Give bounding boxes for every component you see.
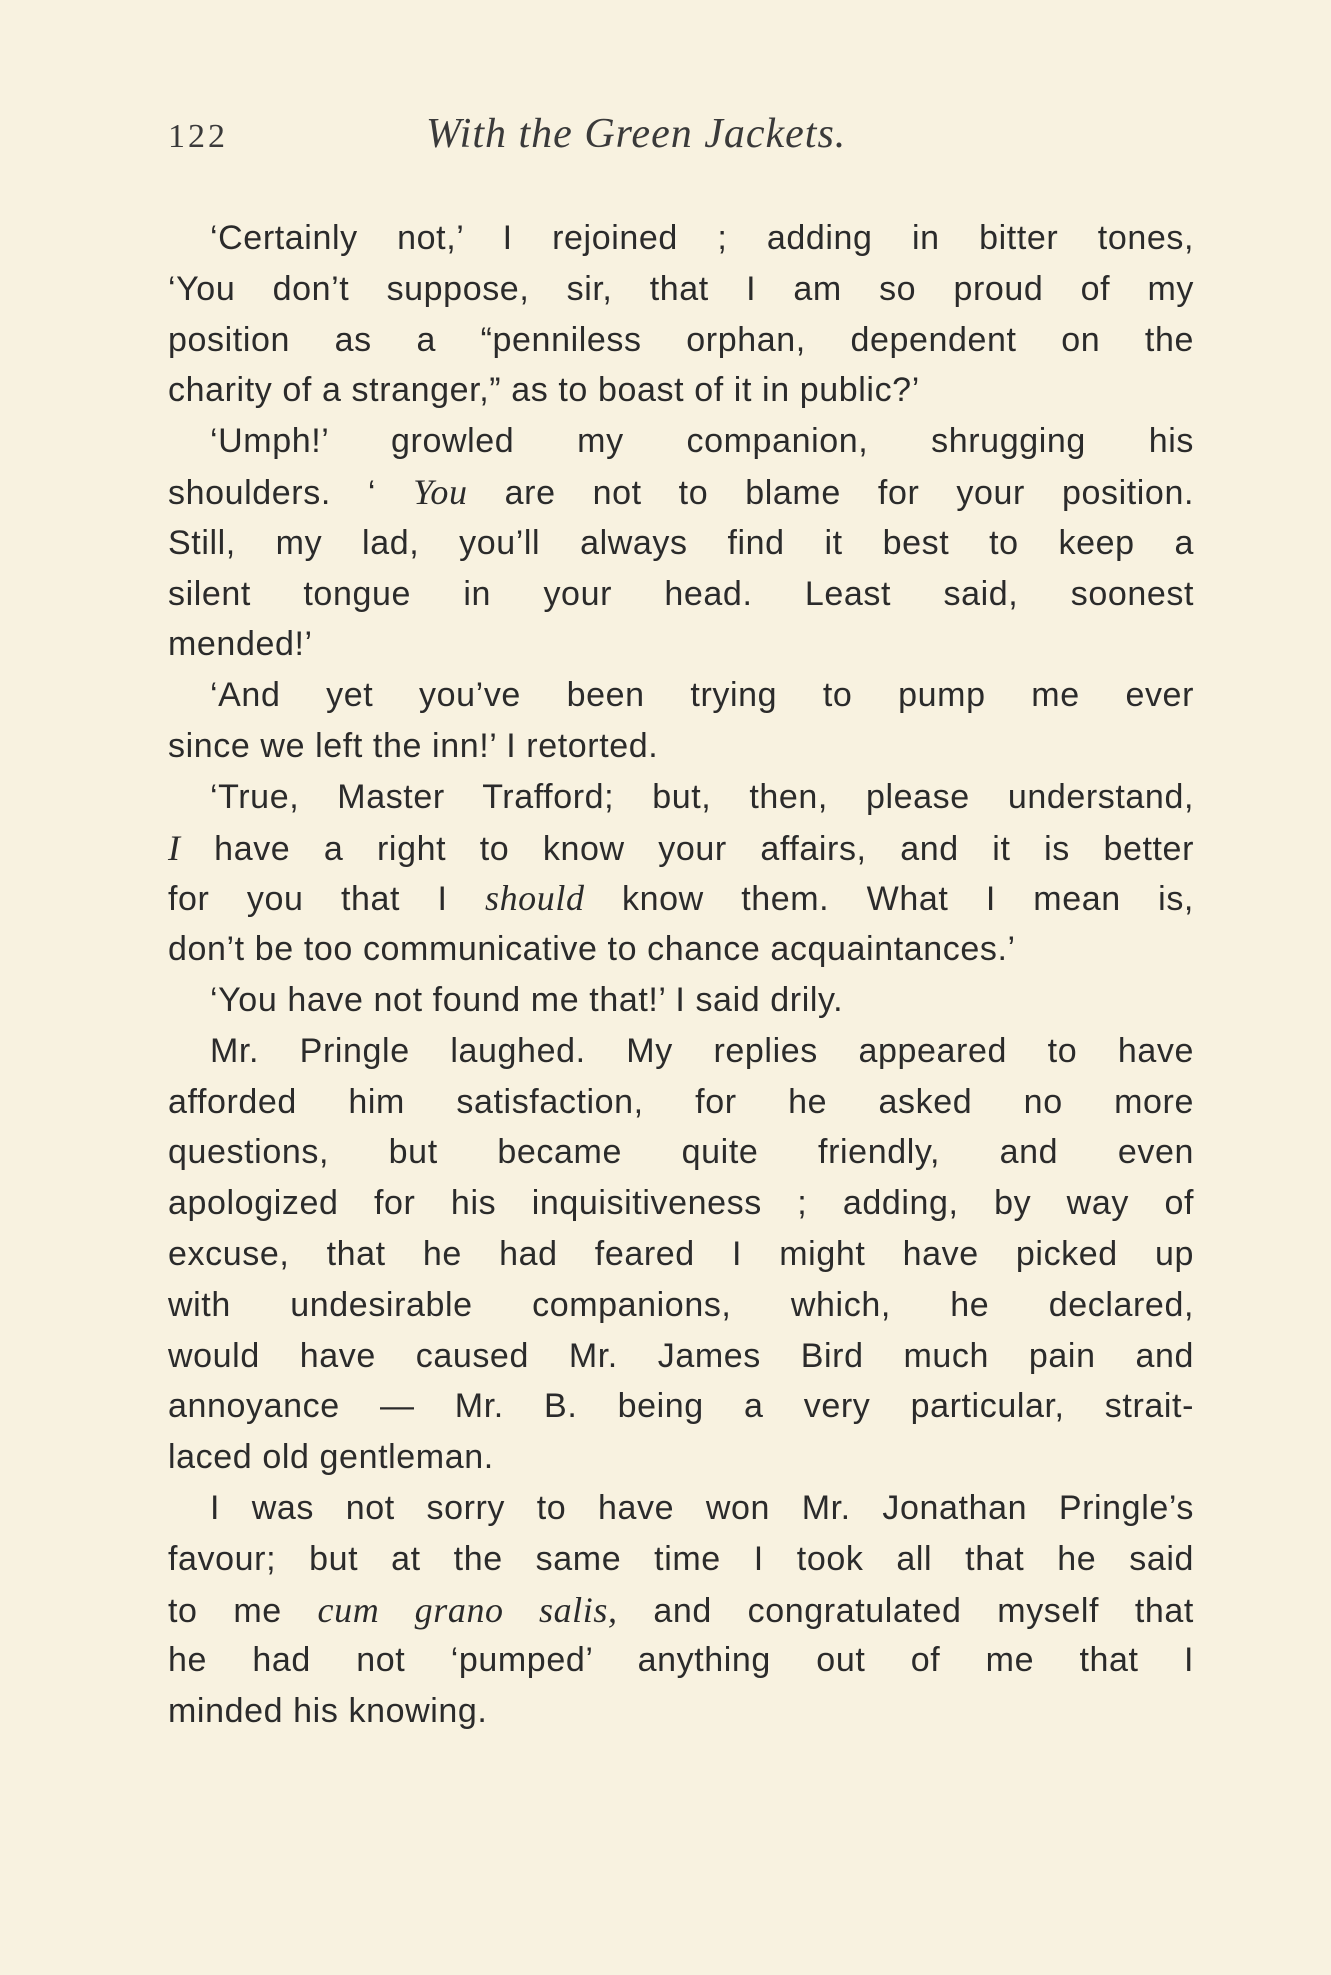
text-line [168, 772, 1194, 823]
text-segment: ‘You have not found me that!’ I said drily. [210, 980, 844, 1019]
text-line [168, 1686, 1194, 1737]
text-segment: for you that I [168, 880, 485, 919]
text-segment: ‘True, Master Trafford; but, then, please understand, [210, 777, 1194, 816]
text-segment: I was not sorry to have won Mr. Jonathan Pringle’s [210, 1488, 1194, 1527]
text-line [168, 1280, 1194, 1331]
text-segment: would have caused Mr. James Bird much pain and [168, 1336, 1194, 1375]
text-line [168, 873, 1194, 924]
text-line [168, 365, 1194, 416]
italic-text: You [413, 471, 468, 512]
text-line [168, 924, 1194, 975]
text-segment: excuse, that he had feared I might have picked up [168, 1234, 1194, 1273]
text-segment: apologized for his inquisitiveness ; adding, by way of [168, 1184, 1194, 1223]
text-segment: have a right to know your affairs, and it is better [180, 829, 1194, 868]
text-segment: minded his knowing. [168, 1692, 488, 1731]
page-header [168, 111, 1198, 178]
text-line [168, 264, 1194, 315]
italic-text: cum grano salis, [317, 1589, 618, 1630]
text-line [168, 569, 1194, 620]
running-title: With the Green Jackets. [426, 111, 847, 157]
text-line [168, 670, 1194, 721]
text-segment: don’t be too communicative to chance acquaintances.’ [168, 930, 1016, 969]
text-segment: silent tongue in your head. Least said, soonest [168, 574, 1194, 613]
text-line [168, 1127, 1194, 1178]
text-segment: are not to blame for your position. [467, 473, 1194, 512]
text-segment: ‘And yet you’ve been trying to pump me ever [210, 676, 1194, 715]
text-line [168, 1026, 1194, 1077]
text-segment: mended!’ [168, 625, 313, 664]
text-line [168, 1483, 1194, 1534]
italic-text: I [168, 827, 181, 868]
text-segment: to me [168, 1591, 318, 1630]
text-line [168, 1534, 1194, 1585]
text-segment: with undesirable companions, which, he declared, [168, 1285, 1194, 1324]
text-segment: know them. What I mean is, [584, 880, 1194, 919]
text-line [168, 315, 1194, 366]
text-segment: afforded him satisfaction, for he asked no more [168, 1082, 1194, 1121]
text-line [168, 518, 1194, 569]
text-segment: questions, but became quite friendly, and even [168, 1133, 1194, 1172]
text-line [168, 1635, 1194, 1686]
text-line [168, 823, 1194, 874]
text-segment: ‘Certainly not,’ I rejoined ; adding in bitter tones, [210, 219, 1194, 257]
text-segment: ‘Umph!’ growled my companion, shrugging his [210, 422, 1194, 461]
text-segment: shoulders. ‘ [168, 473, 414, 512]
text-line [168, 975, 1194, 1026]
text-segment: Still, my lad, you’ll always find it best to keep a [168, 523, 1194, 562]
text-segment: favour; but at the same time I took all that he said [168, 1539, 1194, 1578]
text-line [168, 721, 1194, 772]
text-segment: Mr. Pringle laughed. My replies appeared to have [210, 1031, 1194, 1070]
text-line [168, 467, 1194, 518]
text-segment: since we left the inn!’ I retorted. [168, 726, 659, 765]
text-segment: position as a “penniless orphan, dependent on the [168, 320, 1194, 359]
text-line [168, 1331, 1194, 1382]
text-line [168, 1432, 1194, 1483]
text-line [168, 1178, 1194, 1229]
text-line [168, 416, 1194, 467]
text-line [168, 1077, 1194, 1128]
text-line [168, 619, 1194, 670]
page-number: 122 [168, 118, 228, 155]
text-line [168, 1585, 1194, 1636]
text-segment: laced old gentleman. [168, 1438, 494, 1477]
italic-text: should [484, 878, 585, 919]
text-segment: ‘You don’t suppose, sir, that I am so proud of my [168, 269, 1194, 308]
text-segment: annoyance — Mr. B. being a very particular, strait- [168, 1387, 1194, 1426]
text-segment: he had not ‘pumped’ anything out of me that I [168, 1641, 1194, 1680]
text-line [168, 1229, 1194, 1280]
text-line [168, 1381, 1194, 1432]
body-text [168, 213, 1194, 1737]
text-segment: charity of a stranger,” as to boast of it in public?’ [168, 371, 920, 410]
text-line [168, 213, 1194, 264]
text-segment: and congratulated myself that [617, 1591, 1194, 1630]
